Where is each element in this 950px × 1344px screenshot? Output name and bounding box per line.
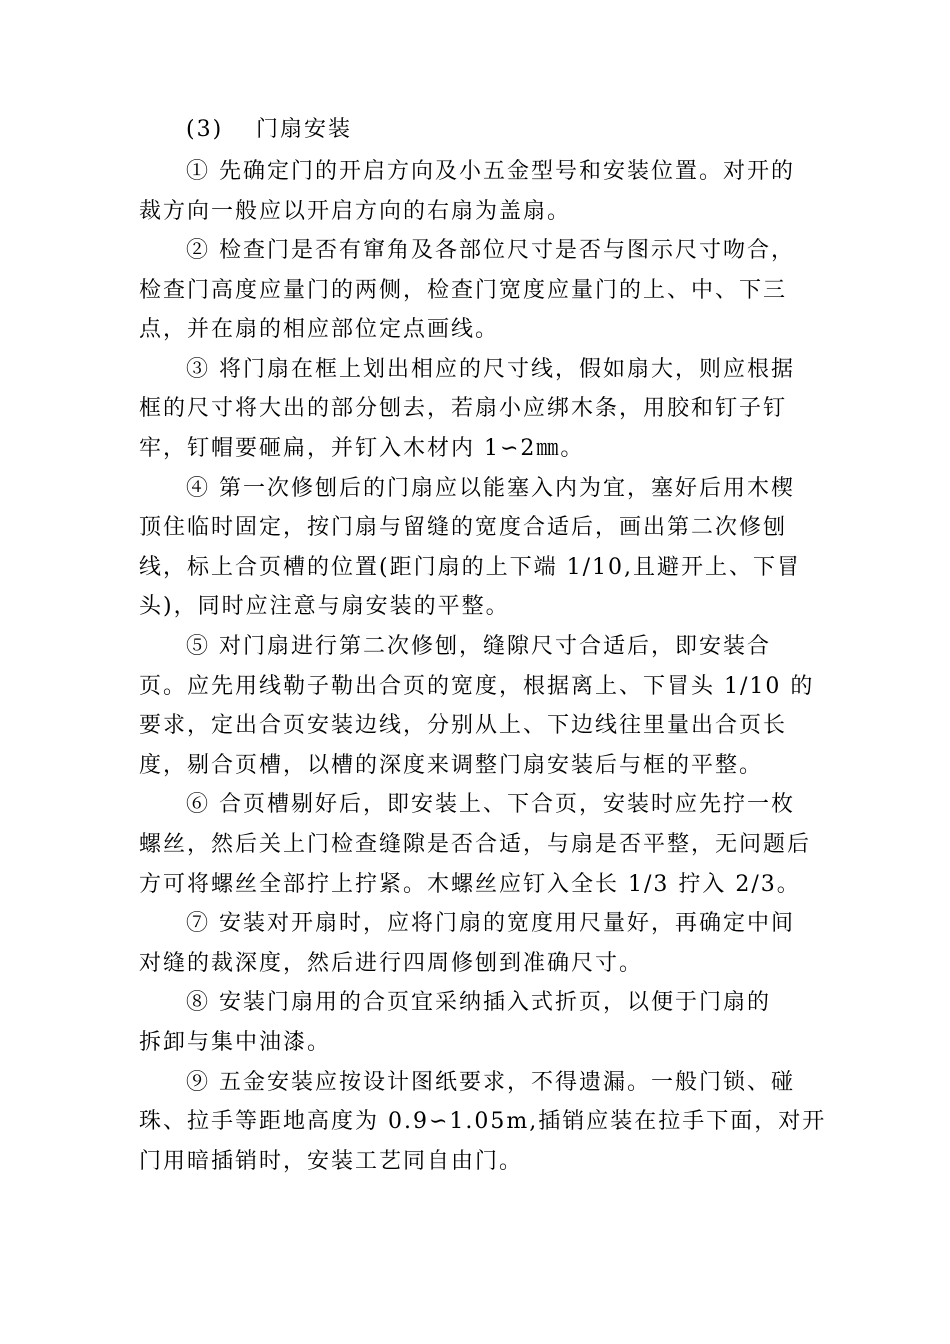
paragraph-5-line-1: ⑤ 对门扇进行第二次修刨，缝隙尺寸合适后，即安装合 <box>186 634 771 659</box>
paragraph-7-line-2: 对缝的裁深度，然后进行四周修刨到准确尺寸。 <box>139 951 644 976</box>
paragraph-1-line-2: 裁方向一般应以开启方向的右扇为盖扇。 <box>139 199 572 224</box>
paragraph-5-line-2: 页。应先用线勒子勒出合页的宽度，根据离上、下冒头 1/10 的 <box>139 674 815 699</box>
paragraph-3-line-2: 框的尺寸将大出的部分刨去，若扇小应绑木条，用胶和钉子钉 <box>139 396 788 421</box>
paragraph-3-line-3: 牢，钉帽要砸扁，并钉入木材内 1∽2㎜。 <box>139 436 585 461</box>
paragraph-8-line-1: ⑧ 安装门扇用的合页宜采纳插入式折页，以便于门扇的 <box>186 990 771 1015</box>
paragraph-6-line-1: ⑥ 合页槽剔好后，即安装上、下合页，安装时应先拧一枚 <box>186 792 795 817</box>
paragraph-3-line-1: ③ 将门扇在框上划出相应的尺寸线，假如扇大，则应根据 <box>186 357 795 382</box>
paragraph-9-line-1: ⑨ 五金安装应按设计图纸要求，不得遗漏。一般门锁、碰 <box>186 1070 795 1095</box>
paragraph-1-line-1: ① 先确定门的开启方向及小五金型号和安装位置。对开的 <box>186 159 795 184</box>
paragraph-7-line-1: ⑦ 安装对开扇时，应将门扇的宽度用尺量好，再确定中间 <box>186 911 795 936</box>
paragraph-8-line-2: 拆卸与集中油漆。 <box>139 1030 332 1055</box>
section-number: (3) <box>186 117 224 142</box>
paragraph-2-line-1: ② 检查门是否有窜角及各部位尺寸是否与图示尺寸吻合， <box>186 238 795 263</box>
paragraph-6-line-3: 方可将螺丝全部拧上拧紧。木螺丝应钉入全长 1/3 拧入 2/3。 <box>139 872 801 897</box>
paragraph-9-line-2: 珠、拉手等距地高度为 0.9∽1.05m,插销应装在拉手下面，对开 <box>139 1109 827 1134</box>
paragraph-5-line-4: 度，剔合页槽，以槽的深度来调整门扇安装后与框的平整。 <box>139 753 764 778</box>
paragraph-9-line-3: 门用暗插销时，安装工艺同自由门。 <box>139 1149 524 1174</box>
paragraph-6-line-2: 螺丝，然后关上门检查缝隙是否合适，与扇是否平整，无问题后 <box>139 832 812 857</box>
paragraph-4-line-1: ④ 第一次修刨后的门扇应以能塞入内为宜，塞好后用木楔 <box>186 476 795 501</box>
paragraph-2-line-3: 点，并在扇的相应部位定点画线。 <box>139 317 500 342</box>
paragraph-4-line-3: 线，标上合页槽的位置(距门扇的上下端 1/10,且避开上、下冒 <box>139 555 801 580</box>
paragraph-4-line-2: 顶住临时固定，按门扇与留缝的宽度合适后，画出第二次修刨 <box>139 515 788 540</box>
paragraph-4-line-4: 头)，同时应注意与扇安装的平整。 <box>139 594 510 619</box>
section-title: 门扇安装 <box>256 117 353 142</box>
paragraph-5-line-3: 要求，定出合页安装边线，分别从上、下边线往里量出合页长 <box>139 713 788 738</box>
paragraph-2-line-2: 检查门高度应量门的两侧，检查门宽度应量门的上、中、下三 <box>139 278 788 303</box>
